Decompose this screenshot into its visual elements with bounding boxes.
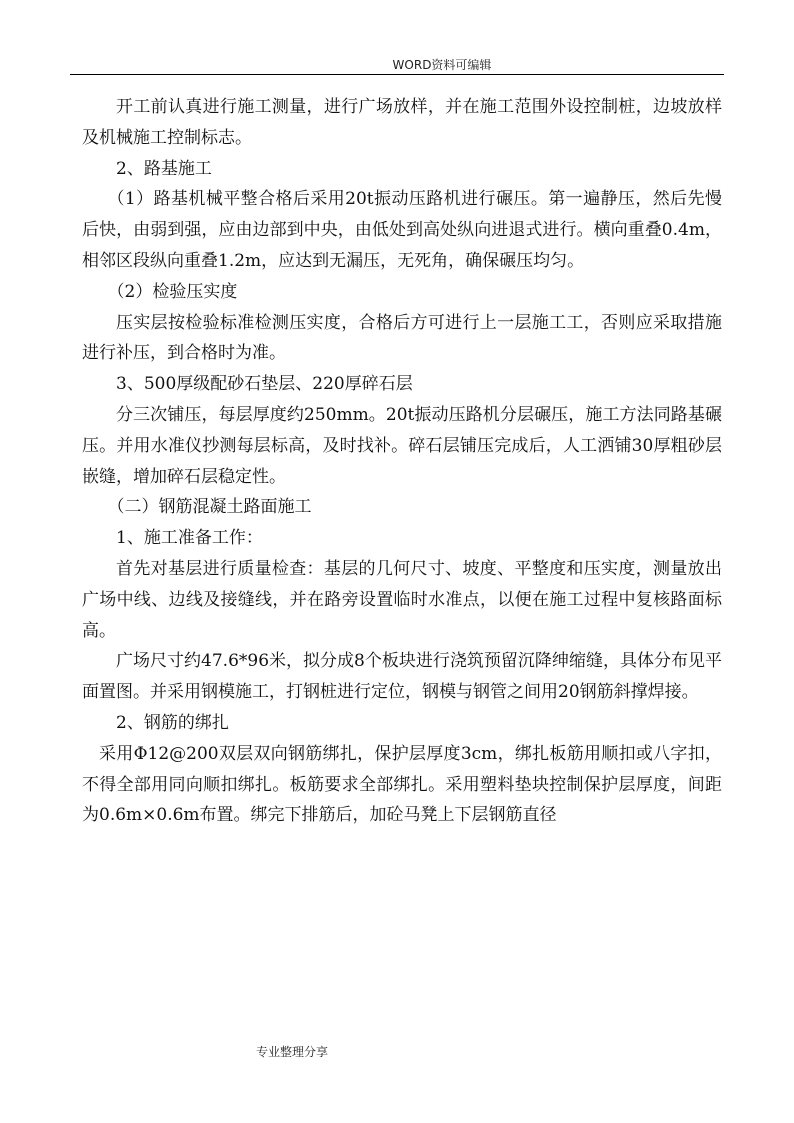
- paragraph: 开工前认真进行施工测量，进行广场放样，并在施工范围外设控制桩，边坡放样及机械施工控制标志。: [82, 97, 722, 148]
- paragraph: （1）路基机械平整合格后采用20t振动压路机进行碾压。第一遍静压，然后先慢后快，由弱到强，应由边部到中央，由低处到高处纵向进退式进行。横向重叠0.4m，相邻区段纵向重叠1.2m，应达到无漏压，无死角，确保碾压均匀。: [82, 189, 722, 271]
- sub-heading: 1、施工准备工作：: [116, 528, 263, 549]
- section-heading: （二）钢筋混凝土路面施工: [107, 497, 312, 518]
- page-footer: 专业整理分享: [256, 1045, 329, 1059]
- document-body: [82, 92, 722, 831]
- paragraph: 广场尺寸约47.6*96米，拟分成8个板块进行浇筑预留沉降绅缩缝，具体分布见平面置图。并采用钢模施工，打钢桩进行定位，钢模与钢管之间用20钢筋斜撑焊接。: [82, 651, 722, 703]
- paragraph: 首先对基层进行质量检查：基层的几何尺寸、坡度、平整度和压实度，测量放出广场中线、边线及接缝线，并在路旁设置临时水准点，以便在施工过程中复核路面标高。: [82, 558, 722, 641]
- section-heading: 3、500厚级配砂石垫层、220厚碎石层: [116, 374, 413, 395]
- sub-heading: 2、钢筋的绑扎: [116, 712, 229, 733]
- section-heading: 2、路基施工: [116, 158, 212, 179]
- page-header: WORD资料可编辑: [392, 58, 492, 72]
- header-divider: [70, 74, 724, 75]
- paragraph: 压实层按检验标准检测压实度，合格后方可进行上一层施工工，否则应采取措施进行补压，到合格时为准。: [82, 312, 722, 364]
- sub-heading: （2）检验压实度: [107, 281, 238, 302]
- paragraph: 分三次铺压，每层厚度约250mm。20t振动压路机分层碾压，施工方法同路基碾压。并用水准仪抄测每层标高，及时找补。碎石层铺压完成后，人工洒铺30厚粗砂层嵌缝，增加碎石层稳定性。: [82, 404, 722, 487]
- paragraph: 采用Φ12@200双层双向钢筋绑扎，保护层厚度3cm，绑扎板筋用顺扣或八字扣，不得全部用同向顺扣绑扎。板筋要求全部绑扎。采用塑料垫块控制保护层厚度，间距为0.6m×0.6m布置。绑完下排筋后，加砼马凳上下层钢筋直径: [82, 743, 722, 826]
